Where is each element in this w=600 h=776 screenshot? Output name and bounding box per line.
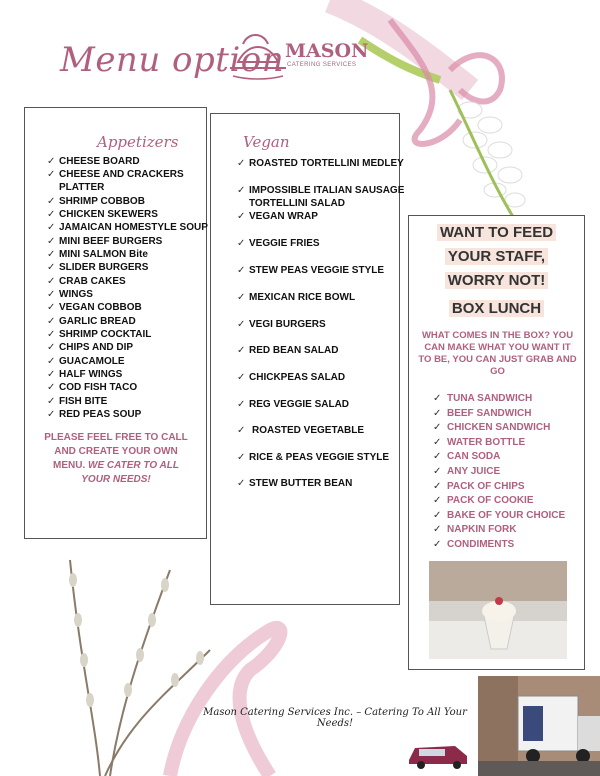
list-item: ✓ COD FISH TACO <box>47 382 138 393</box>
check-icon: ✓ <box>237 265 246 276</box>
list-item: ✓ RED PEAS SOUP <box>47 409 142 420</box>
check-icon: ✓ <box>47 156 56 167</box>
box-lunch-subtitle: BOX LUNCH <box>409 298 584 319</box>
list-item: ✓ VEGAN WRAP <box>237 211 318 222</box>
check-icon: ✓ <box>47 329 56 340</box>
check-icon: ✓ <box>433 393 442 404</box>
check-icon: ✓ <box>433 466 442 477</box>
list-item: ✓ HALF WINGS <box>47 369 123 380</box>
list-item: ✓ RICE & PEAS VEGGIE STYLE <box>237 452 390 463</box>
check-icon: ✓ <box>237 372 246 383</box>
check-icon: ✓ <box>433 524 442 535</box>
check-icon: ✓ <box>237 158 246 169</box>
list-item: ✓ FISH BITE <box>47 396 108 407</box>
list-item: ✓ GUACAMOLE <box>47 356 125 367</box>
check-icon: ✓ <box>237 345 246 356</box>
list-item: ✓ ROASTED VEGETABLE <box>237 425 365 436</box>
check-icon: ✓ <box>433 451 442 462</box>
logo-subtitle: CATERING SERVICES <box>287 62 357 68</box>
list-item: ✓ PACK OF COOKIE <box>433 495 534 506</box>
list-item: ✓ VEGAN COBBOB <box>47 302 142 313</box>
appetizers-panel <box>24 107 207 539</box>
list-item: ✓ GARLIC BREAD <box>47 316 136 327</box>
list-item: ✓ CHICKEN SANDWICH <box>433 422 551 433</box>
check-icon: ✓ <box>47 396 56 407</box>
list-item: ✓ CHIPS AND DIP <box>47 342 134 353</box>
list-item: ✓ PACK OF CHIPS <box>433 481 525 492</box>
list-item: ✓ ROASTED TORTELLINI MEDLEY <box>237 158 404 169</box>
check-icon: ✓ <box>47 356 56 367</box>
check-icon: ✓ <box>47 276 56 287</box>
list-item: ✓ STEW BUTTER BEAN <box>237 478 353 489</box>
check-icon: ✓ <box>433 481 442 492</box>
logo-name: MASON <box>285 40 369 62</box>
check-icon: ✓ <box>47 342 56 353</box>
list-item: ✓ MINI BEEF BURGERS <box>47 236 163 247</box>
list-item: ✓ WINGS <box>47 289 93 300</box>
list-item: ✓ CRAB CAKES <box>47 276 126 287</box>
list-item: ✓ JAMAICAN HOMESTYLE SOUP <box>47 222 208 233</box>
list-item: ✓ BAKE OF YOUR CHOICE <box>433 510 566 521</box>
check-icon: ✓ <box>47 169 56 180</box>
list-item: ✓ BEEF SANDWICH <box>433 408 532 419</box>
check-icon: ✓ <box>237 211 246 222</box>
check-icon: ✓ <box>433 510 442 521</box>
check-icon: ✓ <box>433 495 442 506</box>
list-item: ✓ WATER BOTTLE <box>433 437 526 448</box>
list-item: ✓ SLIDER BURGERS <box>47 262 149 273</box>
check-icon: ✓ <box>47 262 56 273</box>
check-icon: ✓ <box>47 382 56 393</box>
list-item: ✓ CHICKEN SKEWERS <box>47 209 158 220</box>
list-item: ✓ NAPKIN FORK <box>433 524 517 535</box>
check-icon: ✓ <box>47 409 56 420</box>
check-icon: ✓ <box>47 196 56 207</box>
list-item: ✓ CHEESE AND CRACKERS <box>47 169 184 180</box>
dessert-photo <box>429 561 567 659</box>
check-icon: ✓ <box>47 316 56 327</box>
list-item: ✓ TUNA SANDWICH <box>433 393 533 404</box>
check-icon: ✓ <box>237 319 246 330</box>
list-item: ✓ MINI SALMON Bite <box>47 249 148 260</box>
check-icon: ✓ <box>47 369 56 380</box>
list-item: ✓ VEGGIE FRIES <box>237 238 320 249</box>
check-icon: ✓ <box>47 209 56 220</box>
list-item: ✓ CHICKPEAS SALAD <box>237 372 346 383</box>
list-item: ✓ STEW PEAS VEGGIE STYLE <box>237 265 385 276</box>
check-icon: ✓ <box>237 238 246 249</box>
list-item: ✓ IMPOSSIBLE ITALIAN SAUSAGE <box>237 185 405 196</box>
van-photo <box>405 740 471 770</box>
list-item: ✓ VEGI BURGERS <box>237 319 326 330</box>
check-icon: ✓ <box>237 478 246 489</box>
list-item: ✓ MEXICAN RICE BOWL <box>237 292 356 303</box>
list-item: TORTELLINI SALAD <box>249 198 345 209</box>
check-icon: ✓ <box>237 425 246 436</box>
check-icon: ✓ <box>47 289 56 300</box>
check-icon: ✓ <box>433 422 442 433</box>
check-icon: ✓ <box>237 292 246 303</box>
vegan-panel <box>210 113 405 605</box>
check-icon: ✓ <box>433 437 442 448</box>
footer-tagline: Mason Catering Services Inc. – Catering To All Your Needs! <box>203 707 467 729</box>
appetizers-heading: Appetizers <box>97 133 179 151</box>
page-title: Menu option <box>60 40 285 80</box>
check-icon: ✓ <box>237 399 246 410</box>
check-icon: ✓ <box>47 302 56 313</box>
check-icon: ✓ <box>47 249 56 260</box>
list-item: ✓ SHRIMP COBBOB <box>47 196 145 207</box>
list-item: ✓ REG VEGGIE SALAD <box>237 399 350 410</box>
check-icon: ✓ <box>433 539 442 550</box>
list-item: ✓ RED BEAN SALAD <box>237 345 339 356</box>
check-icon: ✓ <box>47 236 56 247</box>
check-icon: ✓ <box>237 452 246 463</box>
list-item: ✓ ANY JUICE <box>433 466 501 477</box>
list-item: ✓ CAN SODA <box>433 451 501 462</box>
list-item: PLATTER <box>59 182 105 193</box>
box-lunch-description: WHAT COMES IN THE BOX? YOU CAN MAKE WHAT YOU WANT IT TO BE, YOU CAN JUST GRAB AND GO <box>418 330 577 377</box>
food-truck-photo <box>478 676 600 776</box>
box-lunch-headline: WANT TO FEED YOUR STAFF, WORRY NOT! <box>409 222 584 291</box>
check-icon: ✓ <box>237 185 246 196</box>
check-icon: ✓ <box>47 222 56 233</box>
custom-menu-note: PLEASE FEEL FREE TO CALL AND CREATE YOUR OWN MENU. WE CATER TO ALL YOUR NEEDS! <box>44 432 188 485</box>
box-lunch-panel <box>408 215 585 670</box>
vegan-heading: Vegan <box>243 133 290 151</box>
list-item: ✓ CONDIMENTS <box>433 539 515 550</box>
list-item: ✓ CHEESE BOARD <box>47 156 140 167</box>
list-item: ✓ SHRIMP COCKTAIL <box>47 329 152 340</box>
check-icon: ✓ <box>433 408 442 419</box>
